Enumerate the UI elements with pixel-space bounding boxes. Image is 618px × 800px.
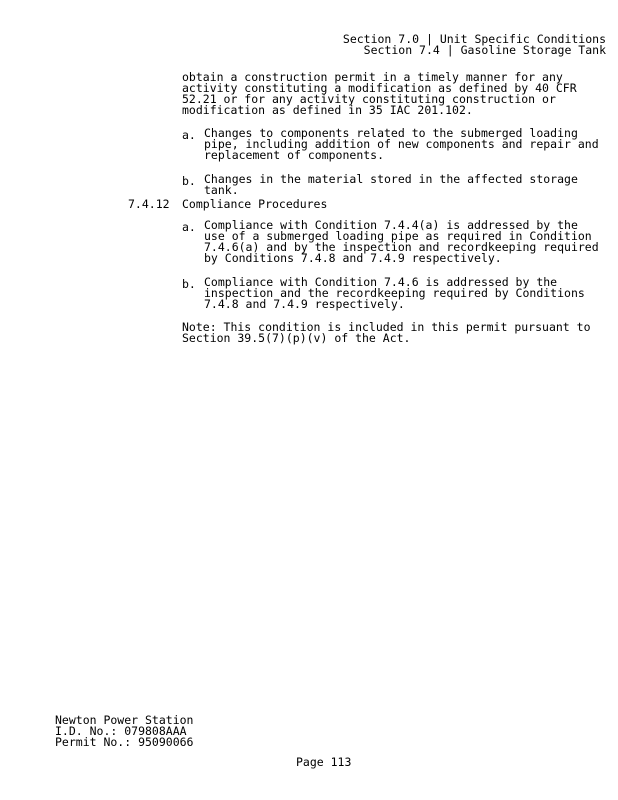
section-number: 7.4.12: [128, 197, 170, 211]
footer-id-number: I.D. No.: 079808AAA: [55, 724, 187, 738]
item-label: b.: [182, 174, 196, 188]
item-text: Changes to components related to the submerged loading pipe, including addition of new components and repair and replacement of components.: [204, 126, 599, 162]
item-text: Changes in the material stored in the affected storage tank.: [204, 172, 578, 197]
header-subsection-line: Section 7.4 | Gasoline Storage Tank: [363, 43, 606, 57]
intro-paragraph: obtain a construction permit in a timely manner for any activity constituting a modification as defined by 40 CFR 52.21 or for any activity constituting construction or modification as defined in 35 IAC 201.102.: [182, 70, 577, 117]
note-paragraph: Note: This condition is included in this permit pursuant to Section 39.5(7)(p)(v) of the Act.: [182, 320, 591, 345]
item-text: Compliance with Condition 7.4.4(a) is addressed by the use of a submerged loading pipe as required in Condition 7.4.6(a) and by the inspection and recordkeeping required by Conditions 7.4.8 and 7.4.9 respectively.: [204, 218, 599, 265]
item-label: a.: [182, 128, 196, 142]
header-section-line: Section 7.0 | Unit Specific Conditions: [342, 32, 606, 46]
footer-permit-number: Permit No.: 95090066: [55, 735, 194, 749]
footer-station: Newton Power Station: [55, 713, 194, 727]
page-number: Page 113: [296, 755, 352, 769]
section-title: Compliance Procedures: [182, 197, 328, 211]
item-label: b.: [182, 277, 196, 291]
item-label: a.: [182, 220, 196, 234]
item-text: Compliance with Condition 7.4.6 is addressed by the inspection and the recordkeeping required by Conditions 7.4.8 and 7.4.9 respectively.: [204, 275, 585, 311]
